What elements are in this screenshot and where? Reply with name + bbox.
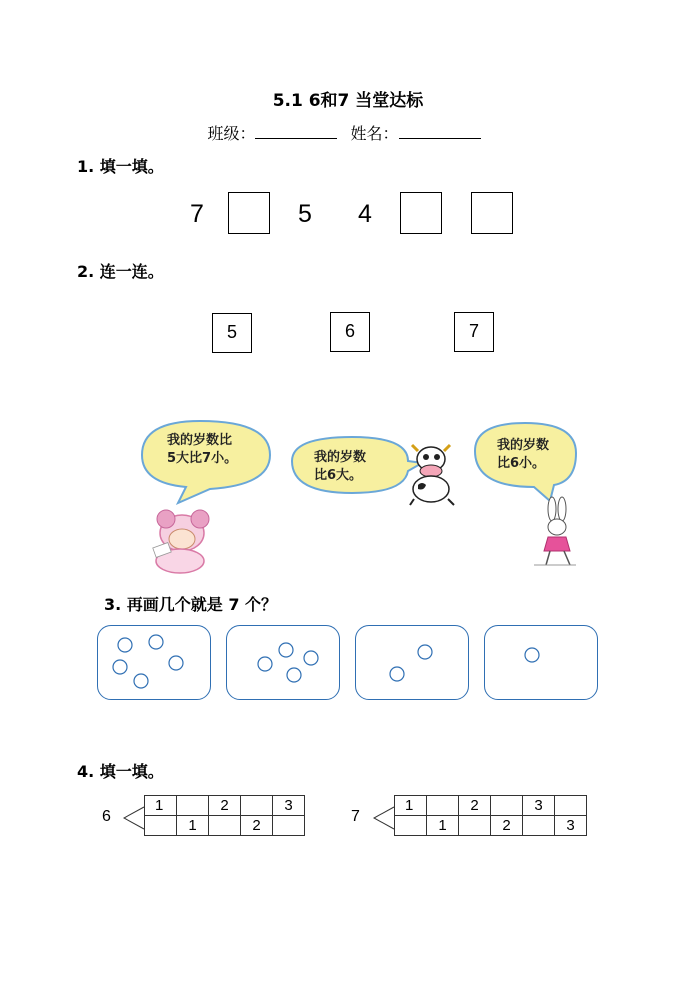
bubble-cow-text bbox=[314, 449, 366, 485]
q1-answer-box-3[interactable] bbox=[471, 192, 513, 234]
cell-text: 1 bbox=[405, 797, 414, 814]
table-cell[interactable] bbox=[241, 816, 273, 836]
cell-text: 1 bbox=[155, 797, 164, 814]
table-cell[interactable] bbox=[427, 816, 459, 836]
circle-box-3[interactable] bbox=[355, 625, 469, 700]
circle-box-2[interactable] bbox=[226, 625, 340, 700]
table-cell[interactable] bbox=[145, 796, 177, 816]
circle-group-2 bbox=[227, 626, 341, 701]
q4-total-6: 6 bbox=[102, 808, 111, 825]
sheep-icon bbox=[153, 510, 209, 573]
circle-icon bbox=[279, 643, 293, 657]
table-cell[interactable] bbox=[209, 816, 241, 836]
table-cell[interactable] bbox=[273, 816, 305, 836]
circle-group-4 bbox=[485, 626, 599, 701]
cell-text: 2 bbox=[220, 797, 229, 814]
table-cell[interactable] bbox=[177, 816, 209, 836]
circle-icon bbox=[113, 660, 127, 674]
table-cell[interactable] bbox=[427, 796, 459, 816]
q1-heading: 1. 填一填。 bbox=[77, 157, 164, 176]
bubble-rabbit-text bbox=[497, 437, 549, 473]
q3-heading: 3. 再画几个就是 7 个？ bbox=[104, 595, 278, 614]
circle-group-1 bbox=[98, 626, 212, 701]
table-cell[interactable] bbox=[177, 796, 209, 816]
cell-text: 3 bbox=[566, 817, 575, 834]
table-cell[interactable] bbox=[145, 816, 177, 836]
q4-table-6 bbox=[144, 795, 305, 836]
class-blank[interactable] bbox=[255, 123, 337, 139]
table-cell[interactable] bbox=[459, 816, 491, 836]
name-blank[interactable] bbox=[399, 123, 481, 139]
rabbit-icon bbox=[534, 497, 576, 565]
q2-number-box-5[interactable]: 5 bbox=[212, 313, 252, 353]
q2-number-box-6[interactable]: 6 bbox=[330, 312, 370, 352]
table-cell[interactable] bbox=[491, 796, 523, 816]
circle-icon bbox=[149, 635, 163, 649]
table-cell[interactable] bbox=[523, 816, 555, 836]
cell-text: 3 bbox=[284, 797, 293, 814]
cell-text: 3 bbox=[534, 797, 543, 814]
table-cell[interactable] bbox=[241, 796, 273, 816]
table-cell[interactable] bbox=[395, 816, 427, 836]
q1-answer-box-2[interactable] bbox=[400, 192, 442, 234]
cell-text: 2 bbox=[252, 817, 261, 834]
table-cell[interactable] bbox=[395, 796, 427, 816]
q1-number-3: 4 bbox=[358, 200, 372, 228]
circle-icon bbox=[304, 651, 318, 665]
table-cell[interactable] bbox=[209, 796, 241, 816]
bracket-icon bbox=[120, 805, 146, 831]
bubble-sheep-text bbox=[167, 432, 237, 468]
q1-answer-box-1[interactable] bbox=[228, 192, 270, 234]
q2-number-box-7[interactable]: 7 bbox=[454, 312, 494, 352]
circle-group-3 bbox=[356, 626, 470, 701]
q1-number-1: 7 bbox=[190, 200, 204, 228]
cell-text: 1 bbox=[438, 817, 447, 834]
circle-icon bbox=[525, 648, 539, 662]
q1-number-2: 5 bbox=[298, 200, 312, 228]
table-cell[interactable] bbox=[491, 816, 523, 836]
table-cell[interactable] bbox=[555, 796, 587, 816]
table-cell[interactable] bbox=[273, 796, 305, 816]
table-cell[interactable] bbox=[555, 816, 587, 836]
bubble-sheep-line2: 5大比7小。 bbox=[167, 451, 238, 466]
q4-table-7 bbox=[394, 795, 587, 836]
q2-heading: 2. 连一连。 bbox=[77, 262, 164, 281]
cell-text: 2 bbox=[502, 817, 511, 834]
circle-icon bbox=[134, 674, 148, 688]
q4-heading: 4. 填一填。 bbox=[77, 762, 164, 781]
student-info-line bbox=[0, 121, 696, 144]
cell-text: 2 bbox=[470, 797, 479, 814]
bubble-sheep-line1: 我的岁数比 bbox=[167, 433, 233, 448]
circle-icon bbox=[418, 645, 432, 659]
circle-icon bbox=[258, 657, 272, 671]
bubble-rabbit-line1: 我的岁数 bbox=[497, 438, 550, 453]
bracket-icon bbox=[370, 805, 396, 831]
class-label: 班级： bbox=[207, 124, 256, 143]
bubble-rabbit-line2: 比6小。 bbox=[497, 456, 546, 471]
table-cell[interactable] bbox=[459, 796, 491, 816]
q4-total-7: 7 bbox=[351, 808, 360, 825]
bubble-cow-line2: 比6大。 bbox=[314, 468, 363, 483]
name-label: 姓名： bbox=[350, 124, 399, 143]
circle-icon bbox=[390, 667, 404, 681]
circle-icon bbox=[287, 668, 301, 682]
circle-icon bbox=[118, 638, 132, 652]
circle-box-1[interactable] bbox=[97, 625, 211, 700]
cell-text: 1 bbox=[188, 817, 197, 834]
table-cell[interactable] bbox=[523, 796, 555, 816]
cow-icon bbox=[410, 445, 454, 505]
circle-icon bbox=[169, 656, 183, 670]
bubble-cow-line1: 我的岁数 bbox=[314, 450, 367, 465]
circle-box-4[interactable] bbox=[484, 625, 598, 700]
page-title: 5.1 6和7 当堂达标 bbox=[272, 91, 424, 111]
